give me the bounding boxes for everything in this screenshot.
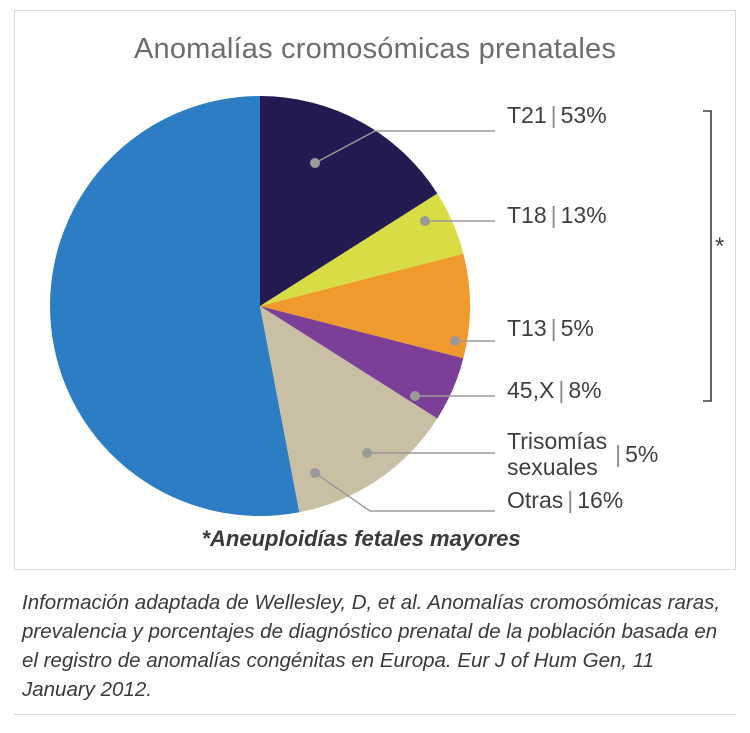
chart-footnote: *Aneuploidías fetales mayores xyxy=(201,526,521,551)
slice-label-t13-name: T13 xyxy=(507,315,547,341)
slice-label-t18-value: 13% xyxy=(560,202,607,228)
slice-label-45x-name: 45,X xyxy=(507,377,555,403)
slice-label-trisomias-sexuales xyxy=(507,429,658,481)
slice-label-trisomias-sexuales-line1: Trisomías xyxy=(507,428,608,454)
slice-label-trisomias-sexuales-value-group xyxy=(607,442,658,468)
source-caption: Información adaptada de Wellesley, D, et al. Anomalías cromosómicas raras, prevalencia y porcentajes de diagnóstico prenatal de la población basada en el registro de anomalías congénitas en Europa. Eur J of Hum Gen, 11 January 2012. xyxy=(22,591,721,702)
slice-label-otras xyxy=(507,488,623,513)
bottom-divider xyxy=(14,714,736,715)
slice-label-t13 xyxy=(507,316,594,341)
slice-label-t21-name: T21 xyxy=(507,102,547,128)
slice-label-trisomias-sexuales-value: 5% xyxy=(625,440,659,467)
slice-label-t18-name: T18 xyxy=(507,202,547,228)
slice-label-45x-separator: | xyxy=(558,377,565,403)
slice-label-t21 xyxy=(507,103,607,128)
slice-label-otras-separator: | xyxy=(567,487,574,513)
slice-label-t13-value: 5% xyxy=(560,315,594,341)
slice-label-otras-value: 16% xyxy=(577,487,624,513)
page-title: Anomalías cromosómicas prenatales xyxy=(133,33,617,65)
pie-chart xyxy=(45,91,475,521)
slice-label-trisomias-sexuales-separator: | xyxy=(615,440,622,467)
slice-label-t13-separator: | xyxy=(550,315,557,341)
chart-card xyxy=(14,10,736,570)
pie-svg xyxy=(45,91,475,521)
slice-label-otras-name: Otras xyxy=(507,487,564,513)
slice-label-45x-value: 8% xyxy=(568,377,602,403)
slice-label-t18 xyxy=(507,203,607,228)
slice-label-trisomias-sexuales-line2: sexuales xyxy=(507,453,598,480)
bracket-asterisk: * xyxy=(715,233,725,260)
slice-label-t21-separator: | xyxy=(550,102,557,128)
slice-label-trisomias-sexuales-name xyxy=(507,429,607,481)
slice-label-t18-separator: | xyxy=(550,202,557,228)
slice-label-45x xyxy=(507,378,602,403)
slice-label-t21-value: 53% xyxy=(560,102,607,128)
